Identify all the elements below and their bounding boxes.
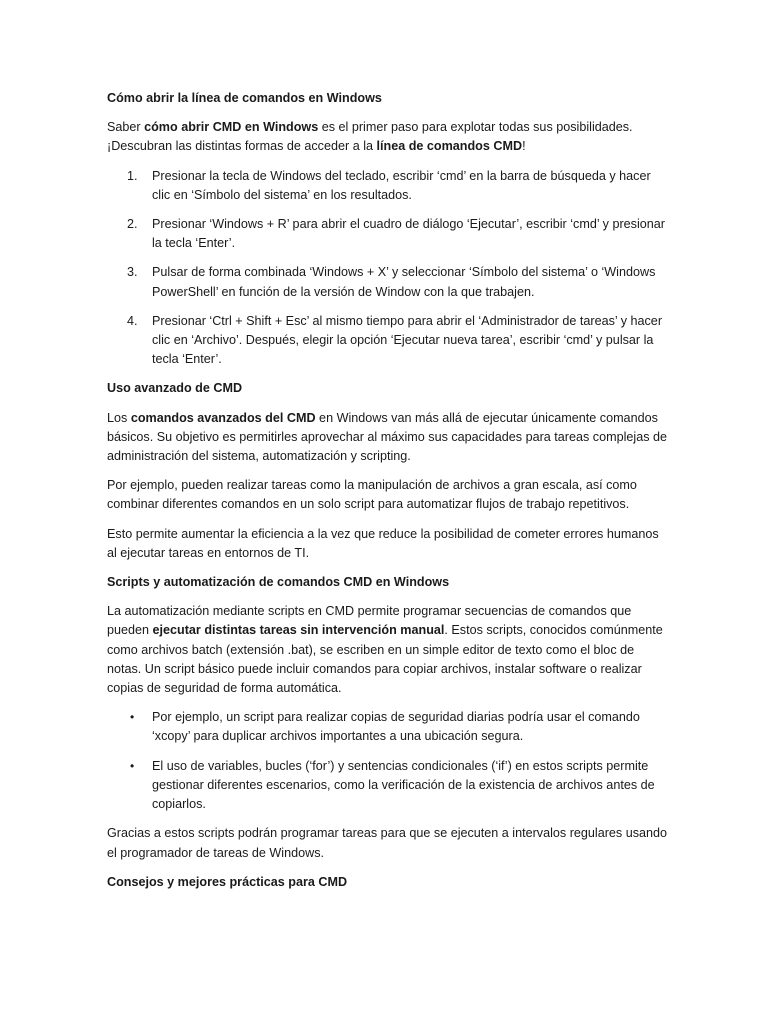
list-item-text: Pulsar de forma combinada ‘Windows + X’ y seleccionar ‘Símbolo del sistema’ o ‘Windows PowerShell’ en función de la versión de Window con la que trabajen. <box>152 265 656 299</box>
example-paragraph: Por ejemplo, pueden realizar tareas como la manipulación de archivos a gran escala, así como combinar diferentes comandos en un solo script para automatizar flujos de trabajo repetitivos. <box>107 478 637 512</box>
automation-paragraph <box>107 602 668 698</box>
intro-paragraph <box>107 118 668 156</box>
list-item <box>107 757 668 815</box>
list-item-text: Por ejemplo, un script para realizar copias de seguridad diarias podría usar el comando ‘xcopy’ para duplicar archivos importantes a una ubicación segura. <box>152 710 640 744</box>
intro-text-3: ! <box>522 139 526 154</box>
list-item <box>107 263 668 301</box>
advanced-bold: comandos avanzados del CMD <box>130 410 316 425</box>
intro-bold-2: línea de comandos CMD <box>376 139 523 154</box>
intro-text-1: Saber <box>107 120 145 135</box>
list-item-text: El uso de variables, bucles (‘for’) y sentencias condicionales (‘if’) en estos scripts permite gestionar diferentes escenarios, como la verificación de la existencia de archivos antes de copiarlos. <box>152 758 655 812</box>
section-heading-scripts: Scripts y automatización de comandos CMD en Windows <box>107 575 450 590</box>
bullets-list <box>107 708 668 814</box>
list-item <box>107 167 668 205</box>
list-item-text: Presionar ‘Windows + R’ para abrir el cuadro de diálogo ‘Ejecutar’, escribir ‘cmd’ y presionar la tecla ‘Enter’. <box>152 217 665 251</box>
list-number: 3. <box>127 265 138 280</box>
list-item <box>107 215 668 253</box>
section-heading-advanced-cmd: Uso avanzado de CMD <box>107 381 243 396</box>
list-item-text: Presionar la tecla de Windows del teclado, escribir ‘cmd’ en la barra de búsqueda y hacer clic en ‘Símbolo del sistema’ en los resultados. <box>152 168 651 202</box>
steps-list <box>107 167 668 370</box>
automation-bold: ejecutar distintas tareas sin intervención manual <box>152 623 445 638</box>
list-item <box>107 708 668 746</box>
list-item-text: Presionar ‘Ctrl + Shift + Esc’ al mismo tiempo para abrir el ‘Administrador de tareas’ y hacer clic en ‘Archivo’. Después, elegir la opción ‘Ejecutar nueva tarea’, escribir ‘cmd’ y pulsar la tecla ‘Enter’. <box>152 313 663 367</box>
advanced-text-1: Los <box>107 410 131 425</box>
bullet-marker: • <box>130 710 135 725</box>
bullet-marker: • <box>130 758 135 773</box>
list-number: 1. <box>127 168 138 183</box>
list-number: 2. <box>127 217 138 232</box>
scheduler-paragraph: Gracias a estos scripts podrán programar tareas para que se ejecuten a intervalos regulares usando el programador de tareas de Windows. <box>107 826 668 860</box>
automation-text-2: . Estos scripts, conocidos comúnmente como archivos batch (extensión .bat), se escriben en un simple editor de texto como el bloc de notas. Un script básico puede incluir comandos para copiar archivos, instalar software o realizar copias de seguridad de forma automática. <box>107 623 663 696</box>
advanced-paragraph <box>107 409 668 467</box>
intro-bold-1: cómo abrir CMD en Windows <box>144 120 319 135</box>
list-item <box>107 312 668 370</box>
list-number: 4. <box>127 313 138 328</box>
section-heading-open-cmd: Cómo abrir la línea de comandos en Windows <box>107 91 382 105</box>
advanced-text-2: en Windows van más allá de ejecutar únicamente comandos básicos. Su objetivo es permitirles aprovechar al máximo sus capacidades para tareas complejas de administración del sistema, automatización y scripting. <box>107 410 667 464</box>
efficiency-paragraph: Esto permite aumentar la eficiencia a la vez que reduce la posibilidad de cometer errores humanos al ejecutar tareas en entornos de TI. <box>107 526 659 560</box>
intro-text-2: es el primer paso para explotar todas sus posibilidades. ¡Descubran las distintas formas de acceder a la <box>107 120 633 154</box>
section-heading-tips: Consejos y mejores prácticas para CMD <box>107 874 348 889</box>
automation-text-1: La automatización mediante scripts en CMD permite programar secuencias de comandos que pueden <box>107 604 632 638</box>
